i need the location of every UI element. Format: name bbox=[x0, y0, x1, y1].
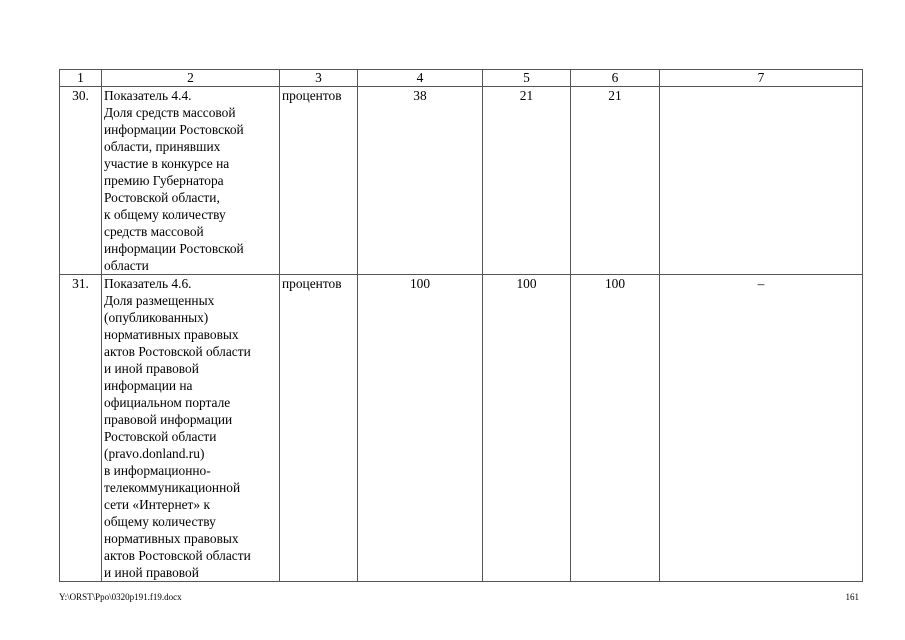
value-cell-4: 38 bbox=[358, 87, 483, 275]
description-line: официальном портале bbox=[104, 395, 231, 410]
description-line: Ростовской области, bbox=[104, 190, 220, 205]
indicator-description bbox=[102, 87, 280, 275]
description-line: к общему количеству bbox=[104, 207, 226, 222]
description-line: и иной правовой bbox=[104, 361, 199, 376]
value-cell-5: 100 bbox=[483, 275, 571, 582]
table-header-row bbox=[60, 70, 863, 87]
table-row bbox=[60, 275, 863, 582]
unit-cell: процентов bbox=[280, 275, 358, 582]
description-line: (pravo.donland.ru) bbox=[104, 446, 205, 461]
indicator-table bbox=[59, 69, 863, 582]
description-line: информации на bbox=[104, 378, 193, 393]
description-line: общему количеству bbox=[104, 514, 216, 529]
value-cell-7: – bbox=[660, 275, 863, 582]
description-line: информации Ростовской bbox=[104, 122, 244, 137]
description-line: области bbox=[104, 258, 149, 273]
description-line: нормативных правовых bbox=[104, 531, 239, 546]
description-line: средств массовой bbox=[104, 224, 204, 239]
description-line: сети «Интернет» к bbox=[104, 497, 210, 512]
value-cell-5: 21 bbox=[483, 87, 571, 275]
header-cell-1: 1 bbox=[60, 70, 102, 87]
description-line: телекоммуникационной bbox=[104, 480, 241, 495]
description-line: и иной правовой bbox=[104, 565, 199, 580]
value-cell-7 bbox=[660, 87, 863, 275]
description-line: (опубликованных) bbox=[104, 310, 209, 325]
header-cell-2: 2 bbox=[102, 70, 280, 87]
value-cell-6: 100 bbox=[571, 275, 660, 582]
description-line: актов Ростовской области bbox=[104, 548, 251, 563]
description-line: нормативных правовых bbox=[104, 327, 239, 342]
description-line: Показатель 4.4. bbox=[104, 88, 192, 103]
description-line: области, принявших bbox=[104, 139, 221, 154]
header-cell-5: 5 bbox=[483, 70, 571, 87]
row-number: 31. bbox=[60, 275, 102, 582]
description-line: актов Ростовской области bbox=[104, 344, 251, 359]
value-cell-4: 100 bbox=[358, 275, 483, 582]
indicator-description bbox=[102, 275, 280, 582]
description-line: Ростовской области bbox=[104, 429, 217, 444]
description-line: Доля средств массовой bbox=[104, 105, 236, 120]
footer-file-path: Y:\ORST\Ppo\0320p191.f19.docx bbox=[59, 592, 182, 602]
description-line: правовой информации bbox=[104, 412, 233, 427]
header-cell-4: 4 bbox=[358, 70, 483, 87]
description-line: Доля размещенных bbox=[104, 293, 215, 308]
description-line: информации Ростовской bbox=[104, 241, 244, 256]
description-line: премию Губернатора bbox=[104, 173, 224, 188]
description-line: участие в конкурсе на bbox=[104, 156, 230, 171]
header-cell-7: 7 bbox=[660, 70, 863, 87]
unit-cell: процентов bbox=[280, 87, 358, 275]
table-row bbox=[60, 87, 863, 275]
value-cell-6: 21 bbox=[571, 87, 660, 275]
footer-page-number: 161 bbox=[845, 592, 859, 602]
description-line: в информационно- bbox=[104, 463, 211, 478]
header-cell-6: 6 bbox=[571, 70, 660, 87]
header-cell-3: 3 bbox=[280, 70, 358, 87]
description-line: Показатель 4.6. bbox=[104, 276, 192, 291]
row-number: 30. bbox=[60, 87, 102, 275]
